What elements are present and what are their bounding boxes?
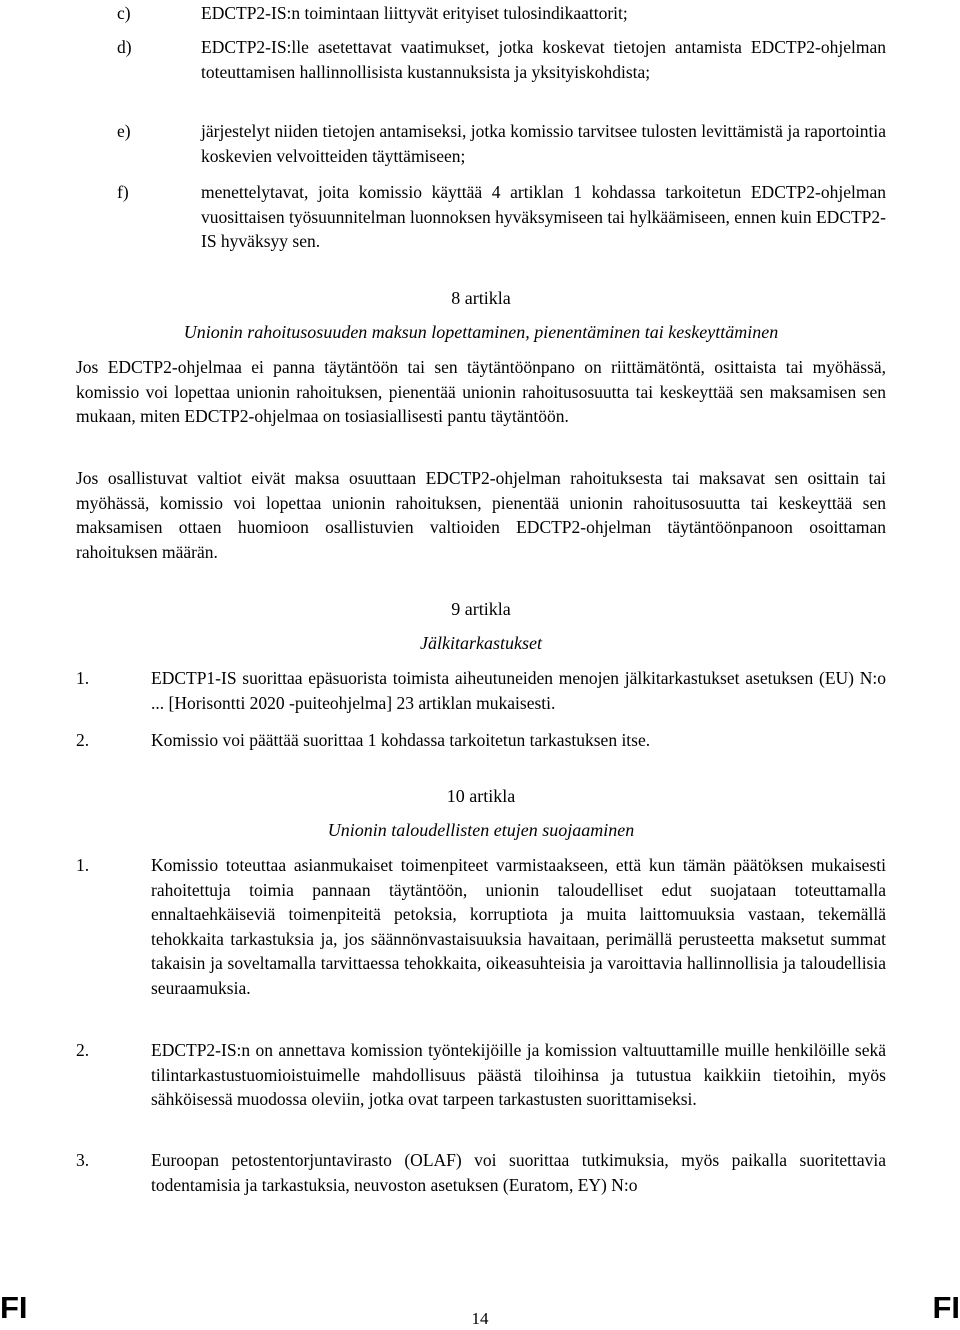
footer-language-code-left: FI <box>0 1290 28 1325</box>
list-item-label: e) <box>117 121 131 141</box>
article-8-paragraph: Jos EDCTP2-ohjelmaa ei panna täytäntöön tai sen täytäntöönpano on riittämätöntä, osittaista tai myöhässä, komissio voi lopettaa unionin rahoituksen, pienentää unionin rahoitusosuutta tai keskeyttää sen maksamisen sen mukaan, miten EDCTP2-ohjelmaa on tosiasiallisesti pantu täytäntöön. <box>76 357 886 426</box>
list-item-label: f) <box>117 182 129 202</box>
article-10-item <box>76 1148 886 1197</box>
article-8-title: Unionin rahoitusosuuden maksun lopettaminen, pienentäminen tai keskeyttäminen <box>183 322 779 342</box>
list-item <box>117 180 886 254</box>
list-item-text: EDCTP2-IS:lle asetettavat vaatimukset, jotka koskevat tietojen antamista EDCTP2-ohjelman toteuttamisen hallinnollisista kustannuksista ja yksityiskohdista; <box>201 37 886 82</box>
page-number: 14 <box>471 1309 489 1328</box>
item-text: EDCTP1-IS suorittaa epäsuorista toimista aiheutuneiden menojen jälkitarkastukset asetuksen (EU) N:o ... [Horisontti 2020 -puiteohjelma] 23 artiklan mukaisesti. <box>151 668 886 713</box>
list-item <box>117 1 886 26</box>
footer-language-code-right: FI <box>932 1290 960 1325</box>
item-number: 1. <box>76 668 90 688</box>
list-item-label: d) <box>117 37 132 57</box>
article-8-paragraph: Jos osallistuvat valtiot eivät maksa osuuttaan EDCTP2-ohjelman rahoituksesta tai maksavat sen osittain tai myöhässä, komissio voi lopettaa unionin rahoituksen, pienentää unionin rahoitusosuutta tai keskeyttää sen maksamisen ottaen huomioon osallistuvien valtioiden EDCTP2-ohjelman täytäntöönpanoon osoittaman rahoituksen määrän. <box>76 468 886 562</box>
article-9-number: 9 artikla <box>451 599 511 619</box>
list-item-label: c) <box>117 3 131 23</box>
article-10-number: 10 artikla <box>446 786 516 806</box>
article-9-item <box>76 666 886 715</box>
list-item-text: EDCTP2-IS:n toimintaan liittyvät erityiset tulosindikaattorit; <box>201 3 628 23</box>
article-9-title: Jälkitarkastukset <box>420 633 542 653</box>
list-item <box>117 119 886 168</box>
list-item <box>117 35 886 84</box>
article-10-item <box>76 1038 886 1112</box>
list-item-text: järjestelyt niiden tietojen antamiseksi, jotka komissio tarvitsee tulosten levittämistä ja raportointia koskevien velvoitteiden täyttämiseen; <box>201 121 886 166</box>
item-text: Komissio voi päättää suorittaa 1 kohdassa tarkoitetun tarkastuksen itse. <box>151 730 651 750</box>
article-10-title: Unionin taloudellisten etujen suojaaminen <box>327 820 635 840</box>
item-text: EDCTP2-IS:n on annettava komission työntekijöille ja komission valtuuttamille muille henkilöille sekä tilintarkastustuomioistuimelle mahdollisuus päästä tiloihinsa ja tutustua kaikkiin tietoihin, myös sähköisessä muodossa oleviin, jotka ovat tarpeen tarkastusten suorittamiseksi. <box>151 1040 886 1109</box>
article-8-number: 8 artikla <box>451 288 511 308</box>
article-9-item <box>76 728 886 753</box>
item-number: 3. <box>76 1150 90 1170</box>
item-text: Komissio toteuttaa asianmukaiset toimenpiteet varmistaakseen, että kun tämän päätöksen mukaisesti rahoitettuja toimia pannaan täytäntöön, unionin taloudelliset edut suojataan toteuttamalla ennaltaehkäiseviä toimenpiteitä petoksia, korruptiota ja muita laittomuuksia vastaan, tekemällä tehokkaita tarkastuksia ja, jos säännönvastaisuuksia havaitaan, perimällä perusteetta maksetut summat takaisin ja soveltamalla tarvittaessa tehokkaita, oikeasuhteisia ja varoittavia hallinnollisia ja taloudellisia seuraamuksia. <box>151 855 886 998</box>
item-number: 2. <box>76 1040 90 1060</box>
item-text: Euroopan petostentorjuntavirasto (OLAF) voi suorittaa tutkimuksia, myös paikalla suoritettavia todentamisia ja tarkastuksia, neuvoston asetuksen (Euratom, EY) N:o <box>151 1150 886 1195</box>
item-number: 2. <box>76 730 90 750</box>
item-number: 1. <box>76 855 90 875</box>
article-10-item <box>76 853 886 1000</box>
list-item-text: menettelytavat, joita komissio käyttää 4 artiklan 1 kohdassa tarkoitetun EDCTP2-ohjelman vuosittaisen työsuunnitelman luonnoksen hyväksymiseen tai hylkäämiseen, ennen kuin EDCTP2-IS hyväksyy sen. <box>201 182 886 251</box>
